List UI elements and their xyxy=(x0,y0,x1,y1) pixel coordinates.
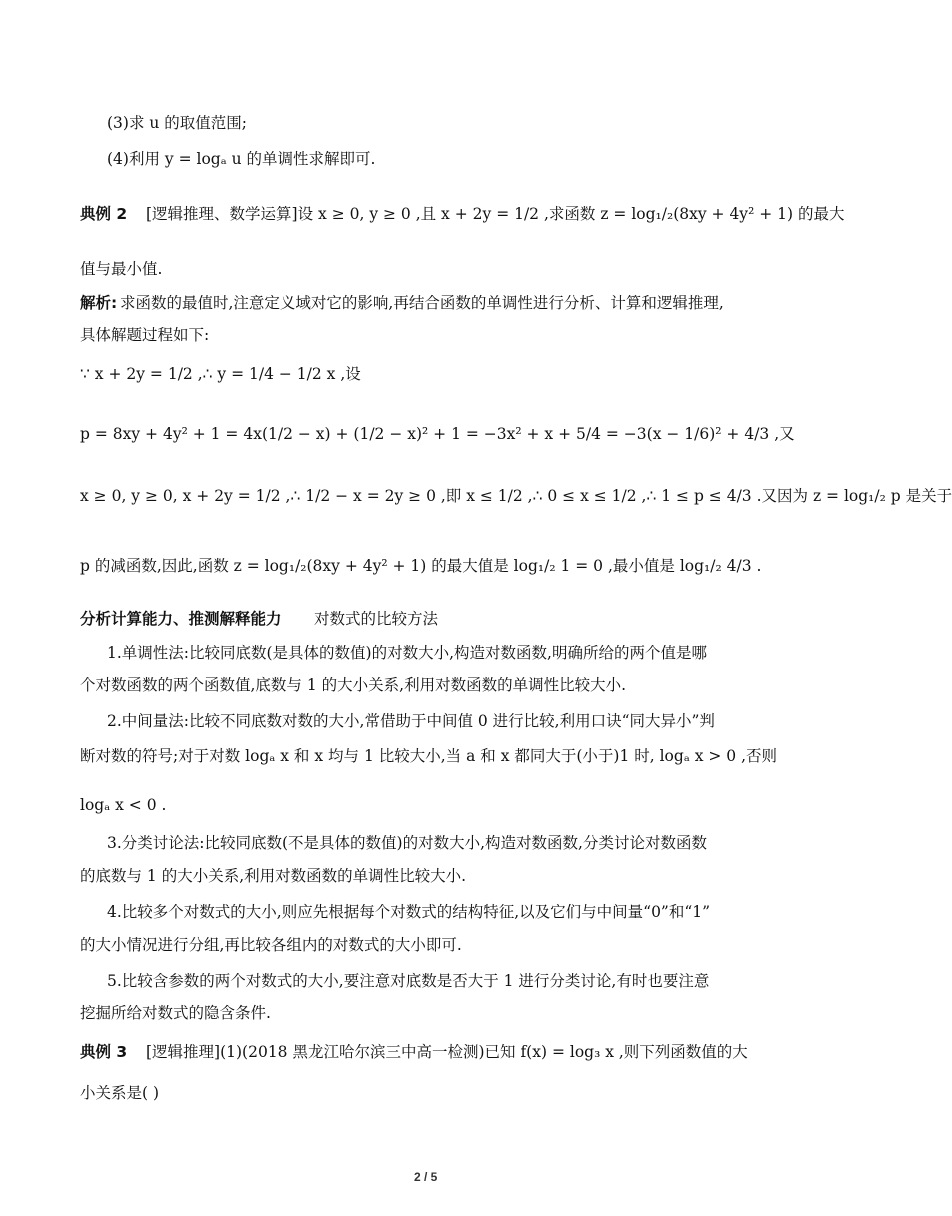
text-line: 小关系是( ) xyxy=(80,1084,160,1102)
math-line: p 的减函数,因此,函数 z = log₁/₂(8xy + 4y² + 1) 的最大值是 log₁/₂ 1 = 0 ,最小值是 log₁/₂ 4/3 . xyxy=(80,557,762,575)
text-line: 的底数与 1 的大小关系,利用对数函数的单调性比较大小. xyxy=(80,867,467,885)
section-heading: 分析计算能力、推测解释能力 xyxy=(80,610,282,628)
text-line: 具体解题过程如下: xyxy=(80,326,210,344)
text-line: [逻辑推理、数学运算]设 x ≥ 0, y ≥ 0 ,且 x + 2y = 1/2 ,求函数 z = log₁/₂(8xy + 4y² + 1) 的最大 xyxy=(146,205,845,223)
text-line: [逻辑推理](1)(2018 黑龙江哈尔滨三中高一检测)已知 f(x) = log₃ x ,则下列函数值的大 xyxy=(146,1043,748,1061)
example-label: 典例 2 xyxy=(80,205,128,223)
text-line: logₐ x < 0 . xyxy=(80,796,167,814)
text-line: (3)求 u 的取值范围; xyxy=(107,114,248,132)
text-line: 5.比较含参数的两个对数式的大小,要注意对底数是否大于 1 进行分类讨论,有时也要注意 xyxy=(107,972,710,990)
analysis-label: 解析: xyxy=(80,294,118,312)
math-line: x ≥ 0, y ≥ 0, x + 2y = 1/2 ,∴ 1/2 − x = 2y ≥ 0 ,即 x ≤ 1/2 ,∴ 0 ≤ x ≤ 1/2 ,∴ 1 ≤ p ≤ 4/3 .又因为 z = log₁/₂ p 是关于 xyxy=(80,487,952,505)
text-line: 的大小情况进行分组,再比较各组内的对数式的大小即可. xyxy=(80,936,462,954)
text-line: 挖掘所给对数式的隐含条件. xyxy=(80,1004,271,1022)
section-subheading: 对数式的比较方法 xyxy=(314,610,439,628)
text-line: 值与最小值. xyxy=(80,260,163,278)
math-line: ∵ x + 2y = 1/2 ,∴ y = 1/4 − 1/2 x ,设 xyxy=(80,365,361,383)
text-line: (4)利用 y = logₐ u 的单调性求解即可. xyxy=(107,150,376,168)
text-line: 断对数的符号;对于对数 logₐ x 和 x 均与 1 比较大小,当 a 和 x 都同大于(小于)1 时, logₐ x > 0 ,否则 xyxy=(80,747,778,765)
text-line: 4.比较多个对数式的大小,则应先根据每个对数式的结构特征,以及它们与中间量“0”和“1” xyxy=(107,903,711,921)
example-label: 典例 3 xyxy=(80,1043,128,1061)
text-line: 1.单调性法:比较同底数(是具体的数值)的对数大小,构造对数函数,明确所给的两个值是哪 xyxy=(107,644,707,662)
text-line: 个对数函数的两个函数值,底数与 1 的大小关系,利用对数函数的单调性比较大小. xyxy=(80,676,626,694)
text-line: 求函数的最值时,注意定义域对它的影响,再结合函数的单调性进行分析、计算和逻辑推理, xyxy=(120,294,724,312)
math-line: p = 8xy + 4y² + 1 = 4x(1/2 − x) + (1/2 − x)² + 1 = −3x² + x + 5/4 = −3(x − 1/6)² + 4/3 ,又 xyxy=(80,425,795,443)
page-number: 2 / 5 xyxy=(414,1170,438,1184)
text-line: 2.中间量法:比较不同底数对数的大小,常借助于中间值 0 进行比较,利用口诀“同大异小”判 xyxy=(107,712,715,730)
text-line: 3.分类讨论法:比较同底数(不是具体的数值)的对数大小,构造对数函数,分类讨论对数函数 xyxy=(107,834,707,852)
